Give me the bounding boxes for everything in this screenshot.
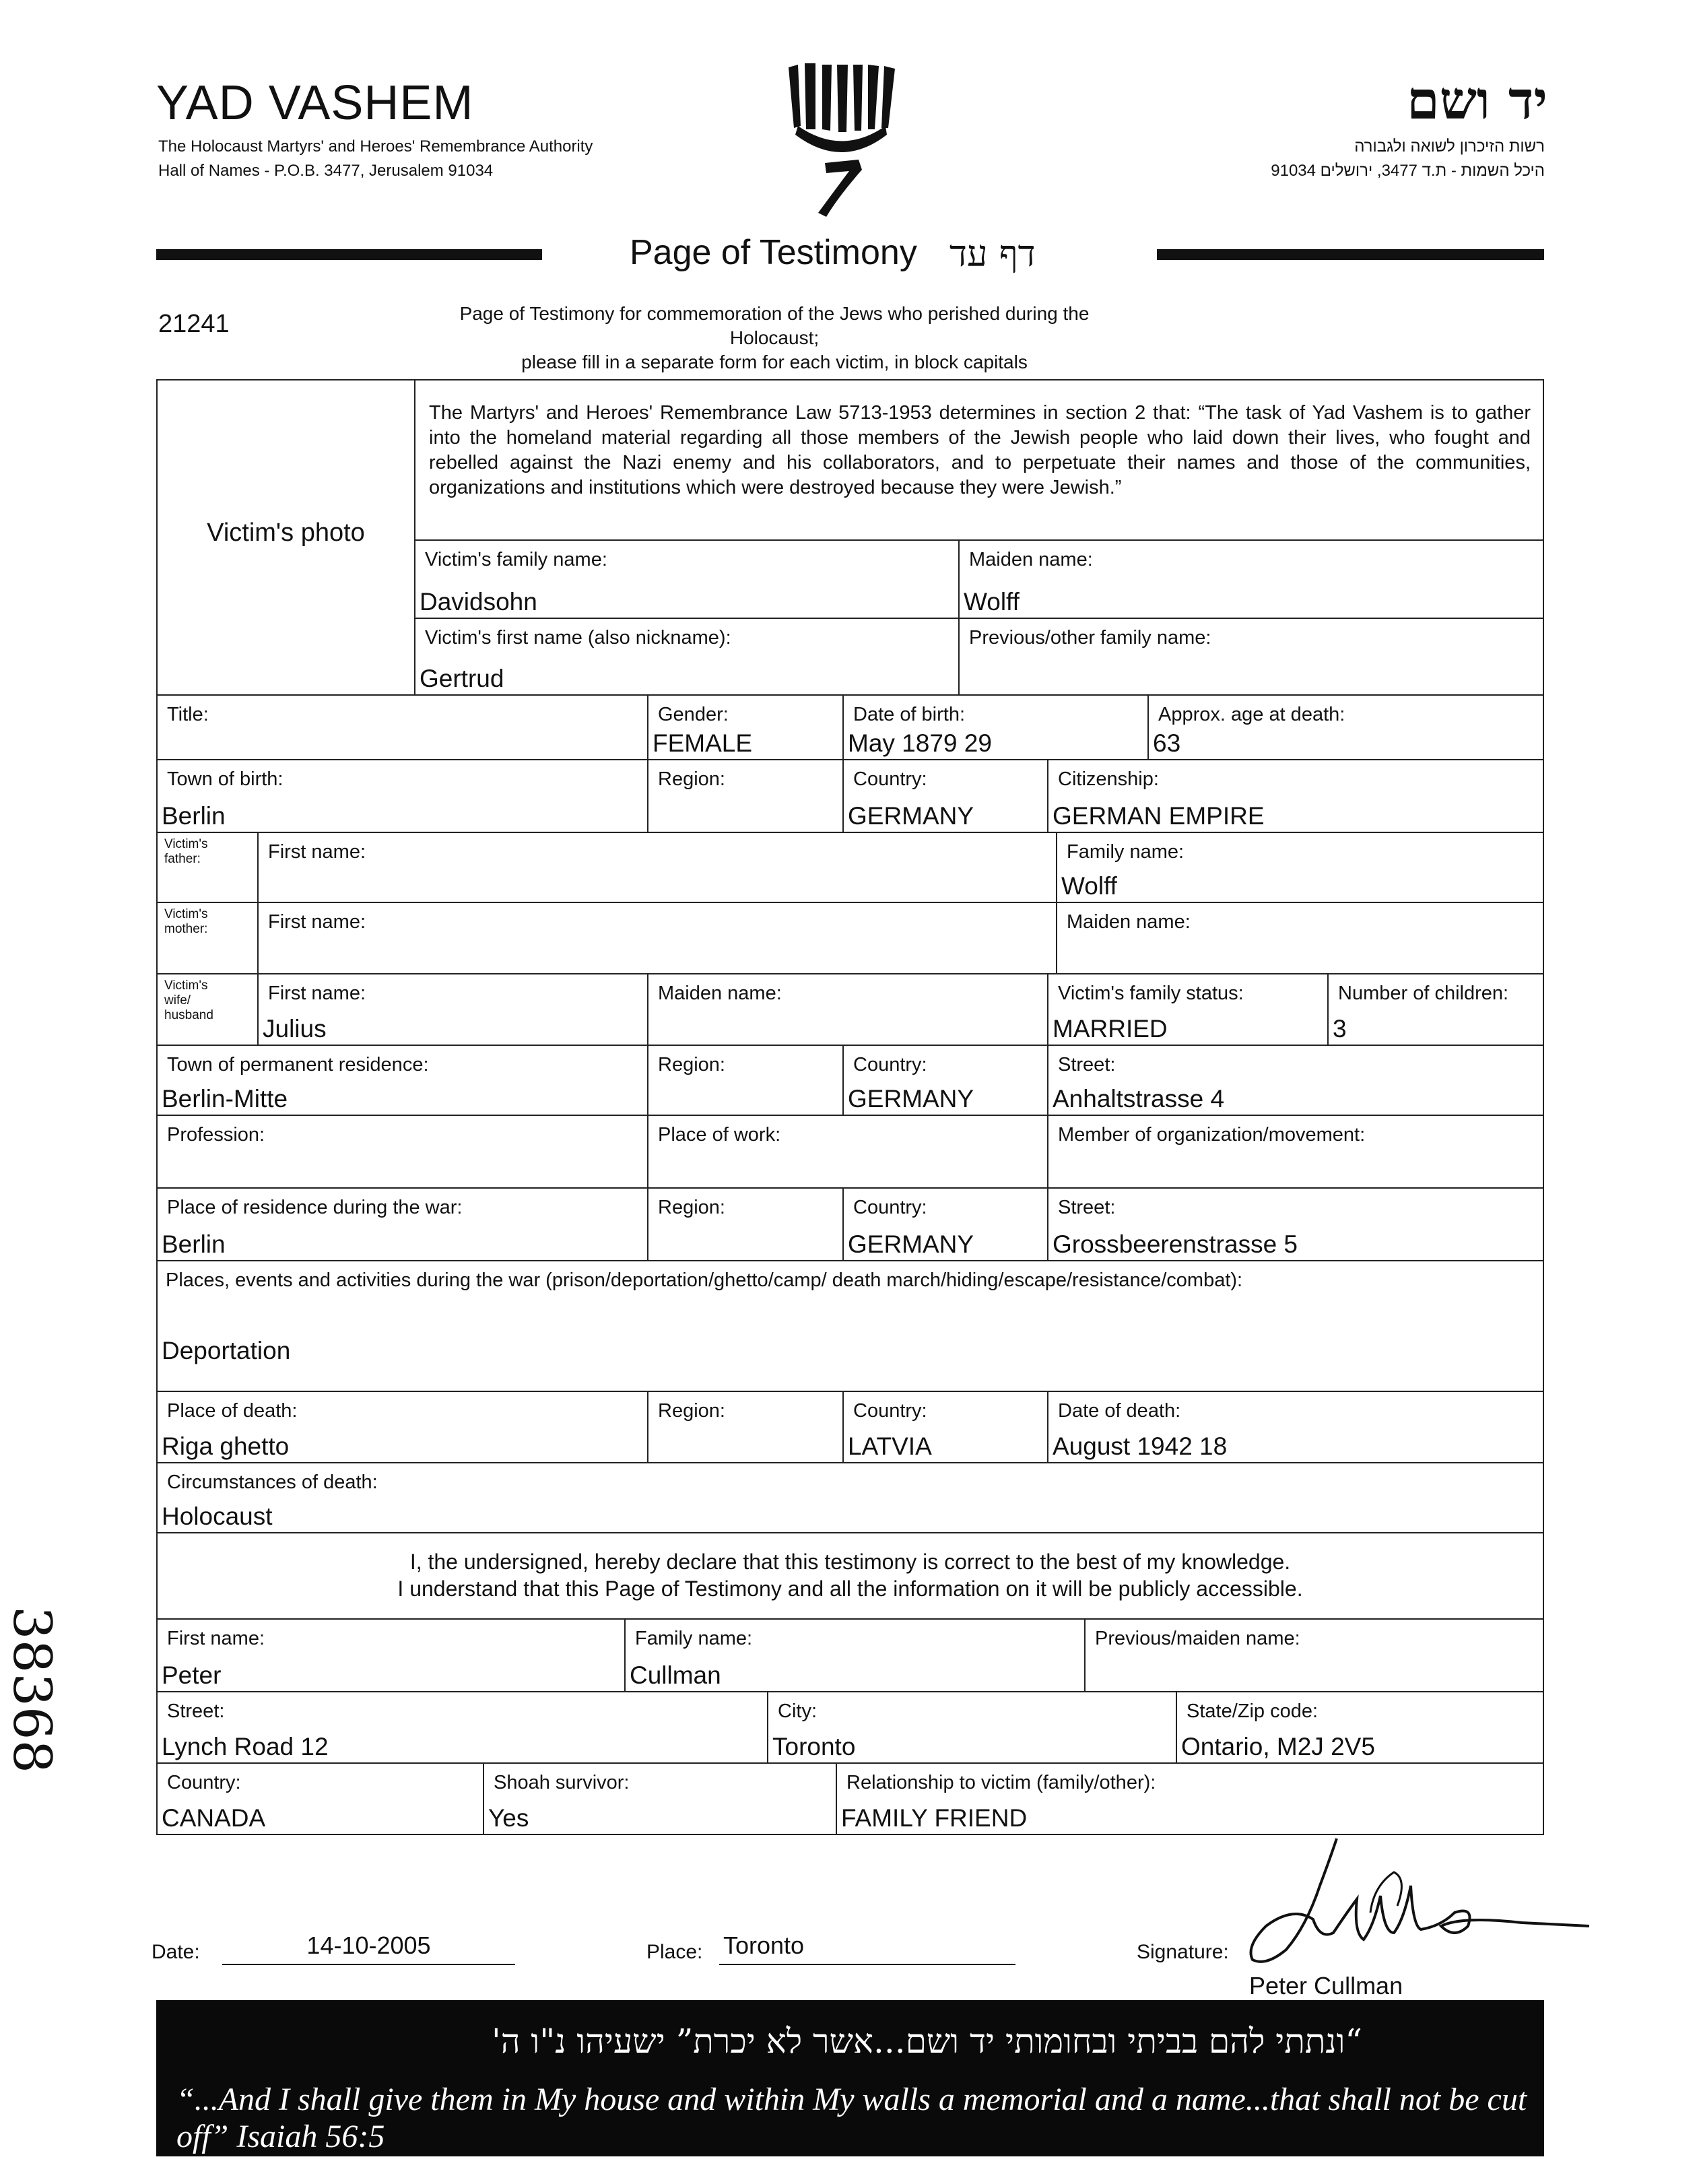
submitter-street-field[interactable] bbox=[156, 1691, 768, 1764]
citizenship-label: Citizenship: bbox=[1058, 768, 1159, 790]
victim-family-name-field[interactable] bbox=[414, 539, 960, 619]
org-name-english: YAD VASHEM bbox=[156, 76, 474, 130]
residence-street-label: Street: bbox=[1058, 1054, 1116, 1076]
children-label: Number of children: bbox=[1338, 983, 1509, 1004]
relationship-label: Relationship to victim (family/other): bbox=[846, 1772, 1156, 1793]
war-residence-field[interactable] bbox=[156, 1187, 648, 1261]
submitter-street-value: Lynch Road 12 bbox=[162, 1733, 329, 1760]
victim-first-name-value: Gertrud bbox=[420, 665, 504, 692]
age-at-death-label: Approx. age at death: bbox=[1158, 704, 1345, 725]
death-country-field[interactable] bbox=[842, 1391, 1048, 1463]
submitter-city-label: City: bbox=[778, 1700, 817, 1722]
mother-maiden-name-label: Maiden name: bbox=[1067, 911, 1191, 933]
father-family-name-value: Wolff bbox=[1061, 872, 1117, 900]
submitter-family-name-label: Family name: bbox=[635, 1628, 753, 1649]
shoah-survivor-value: Yes bbox=[488, 1804, 529, 1832]
date-of-birth-value: May 1879 29 bbox=[848, 729, 992, 757]
profession-field[interactable] bbox=[156, 1115, 648, 1189]
declaration-line-2: I understand that this Page of Testimony and all the information on it will be publicly accessible. bbox=[397, 1577, 1303, 1601]
place-of-death-field[interactable] bbox=[156, 1391, 648, 1463]
submitter-maiden-name-label: Previous/maiden name: bbox=[1095, 1628, 1300, 1649]
spouse-label-box bbox=[156, 973, 259, 1046]
death-country-value: LATVIA bbox=[848, 1432, 932, 1460]
citizenship-field[interactable] bbox=[1047, 759, 1544, 833]
signature-label: Signature: bbox=[1137, 1941, 1229, 1963]
father-label-box bbox=[156, 832, 259, 903]
footer-quote-bar bbox=[156, 2000, 1544, 2156]
victim-first-name-field[interactable] bbox=[414, 618, 960, 696]
spouse-label: Victim's wife/ husband bbox=[164, 979, 213, 1022]
family-status-field[interactable] bbox=[1047, 973, 1329, 1046]
declaration-line-1: I, the undersigned, hereby declare that this testimony is correct to the best of my knowledge. bbox=[409, 1550, 1291, 1574]
age-at-death-value: 63 bbox=[1153, 729, 1181, 757]
relationship-field[interactable] bbox=[836, 1762, 1544, 1835]
date-label: Date: bbox=[152, 1941, 200, 1963]
instructions bbox=[431, 302, 1118, 374]
war-region-label: Region: bbox=[658, 1197, 725, 1218]
residence-country-value: GERMANY bbox=[848, 1085, 974, 1113]
mother-maiden-name-field[interactable] bbox=[1056, 902, 1544, 974]
father-label: Victim's father: bbox=[164, 837, 208, 866]
gender-value: FEMALE bbox=[653, 729, 753, 757]
date-of-birth-field[interactable] bbox=[842, 694, 1149, 760]
victim-first-name-label: Victim's first name (also nickname): bbox=[425, 627, 731, 649]
circumstances-field[interactable] bbox=[156, 1462, 1544, 1533]
war-region-field[interactable] bbox=[647, 1187, 844, 1261]
shoah-survivor-label: Shoah survivor: bbox=[494, 1772, 630, 1793]
gender-label: Gender: bbox=[658, 704, 729, 725]
town-of-birth-field[interactable] bbox=[156, 759, 648, 833]
submitter-family-name-field[interactable] bbox=[624, 1618, 1086, 1692]
birth-country-value: GERMANY bbox=[848, 802, 974, 830]
war-residence-value: Berlin bbox=[162, 1230, 226, 1258]
date-of-birth-label: Date of birth: bbox=[853, 704, 966, 725]
instructions-line-1: Page of Testimony for commemoration of the Jews who perished during the Holocaust; bbox=[459, 303, 1090, 348]
submitter-state-field[interactable] bbox=[1176, 1691, 1544, 1764]
page-title: Page of Testimony bbox=[630, 233, 917, 272]
submitter-family-name-value: Cullman bbox=[630, 1661, 721, 1689]
spouse-maiden-name-field[interactable] bbox=[647, 973, 1048, 1046]
org-address-hebrew: היכל השמות - ת.ד 3477, ירושלים 91034 bbox=[1271, 162, 1545, 180]
place-value: Toronto bbox=[723, 1931, 805, 1959]
circumstances-value: Holocaust bbox=[162, 1502, 273, 1530]
residence-region-field[interactable] bbox=[647, 1045, 844, 1116]
mother-first-name-label: First name: bbox=[268, 911, 366, 933]
mother-first-name-field[interactable] bbox=[257, 902, 1057, 974]
mother-label-box bbox=[156, 902, 259, 974]
father-first-name-field[interactable] bbox=[257, 832, 1057, 903]
residence-region-label: Region: bbox=[658, 1054, 725, 1076]
spouse-first-name-label: First name: bbox=[268, 983, 366, 1004]
date-of-death-field[interactable] bbox=[1047, 1391, 1544, 1463]
war-street-field[interactable] bbox=[1047, 1187, 1544, 1261]
profession-label: Profession: bbox=[167, 1124, 265, 1146]
residence-street-value: Anhaltstrasse 4 bbox=[1053, 1085, 1225, 1113]
document-number: 21241 bbox=[158, 310, 230, 338]
circumstances-label: Circumstances of death: bbox=[167, 1471, 378, 1493]
gender-field[interactable] bbox=[647, 694, 844, 760]
title-field[interactable] bbox=[156, 694, 648, 760]
instructions-line-2: please fill in a separate form for each victim, in block capitals bbox=[521, 352, 1028, 372]
family-status-value: MARRIED bbox=[1053, 1015, 1168, 1043]
submitter-country-label: Country: bbox=[167, 1772, 241, 1793]
war-residence-label: Place of residence during the war: bbox=[167, 1197, 463, 1218]
law-text: The Martyrs' and Heroes' Remembrance Law 5713-1953 determines in section 2 that: “The task of Yad Vashem is to gather into the homeland material regarding all those members of the Jewish people who laid down their lives, who fought and rebelled against the Nazi enemy and his collaborators, and to perpetuate their names and those of the communities, organizations and institutions which were destroyed because they were Jewish.” bbox=[429, 402, 1531, 498]
residence-label: Town of permanent residence: bbox=[167, 1054, 429, 1076]
birth-region-label: Region: bbox=[658, 768, 725, 790]
residence-country-label: Country: bbox=[853, 1054, 927, 1076]
org-address: Hall of Names - P.O.B. 3477, Jerusalem 91034 bbox=[158, 162, 494, 180]
submitter-city-field[interactable] bbox=[767, 1691, 1177, 1764]
war-events-label: Places, events and activities during the war (prison/deportation/ghetto/camp/ death march/hiding/escape/resistance/combat): bbox=[166, 1269, 1243, 1291]
spouse-first-name-field[interactable] bbox=[257, 973, 648, 1046]
org-name-hebrew: יד ושם bbox=[1407, 70, 1547, 131]
residence-street-field[interactable] bbox=[1047, 1045, 1544, 1116]
war-country-value: GERMANY bbox=[848, 1230, 974, 1258]
date-field[interactable] bbox=[222, 1931, 515, 1965]
father-family-name-label: Family name: bbox=[1067, 841, 1185, 863]
father-family-name-field[interactable] bbox=[1056, 832, 1544, 903]
war-country-label: Country: bbox=[853, 1197, 927, 1218]
birth-country-field[interactable] bbox=[842, 759, 1048, 833]
previous-family-name-field[interactable] bbox=[958, 618, 1544, 696]
org-authority: The Holocaust Martyrs' and Heroes' Remembrance Authority bbox=[158, 137, 593, 156]
war-street-label: Street: bbox=[1058, 1197, 1116, 1218]
handwritten-signature-icon bbox=[1239, 1832, 1643, 1980]
maiden-name-label: Maiden name: bbox=[969, 549, 1093, 570]
submitter-country-value: CANADA bbox=[162, 1804, 266, 1832]
citizenship-value: GERMAN EMPIRE bbox=[1053, 802, 1265, 830]
membership-field[interactable] bbox=[1047, 1115, 1544, 1189]
submitter-state-value: Ontario, M2J 2V5 bbox=[1181, 1733, 1375, 1760]
footer-quote-hebrew: “ונתתי להם בביתי ובחומותי יד ושם...אשר לא יכרת” ישעיהו נ"ו ה' bbox=[492, 2022, 1362, 2061]
date-value: 14-10-2005 bbox=[306, 1931, 431, 1959]
footer-quote-english: “...And I shall give them in My house and within My walls a memorial and a name...that shall not be cut off” Isaiah 56:5 bbox=[176, 2082, 1527, 2154]
death-region-label: Region: bbox=[658, 1400, 725, 1422]
residence-field[interactable] bbox=[156, 1045, 648, 1116]
org-subtitle-english bbox=[158, 135, 593, 183]
place-of-death-label: Place of death: bbox=[167, 1400, 298, 1422]
place-of-work-field[interactable] bbox=[647, 1115, 1048, 1189]
header-rule-left bbox=[156, 249, 542, 260]
family-status-label: Victim's family status: bbox=[1058, 983, 1244, 1004]
org-authority-hebrew: רשות הזיכרון לשואה ולגבורה bbox=[1354, 137, 1545, 156]
submitter-first-name-label: First name: bbox=[167, 1628, 265, 1649]
maiden-name-value: Wolff bbox=[964, 588, 1020, 616]
org-subtitle-hebrew bbox=[1271, 135, 1545, 183]
residence-country-field[interactable] bbox=[842, 1045, 1048, 1116]
death-region-field[interactable] bbox=[647, 1391, 844, 1463]
submitter-street-label: Street: bbox=[167, 1700, 225, 1722]
victim-family-name-label: Victim's family name: bbox=[425, 549, 607, 570]
place-label: Place: bbox=[646, 1941, 703, 1963]
children-field[interactable] bbox=[1327, 973, 1544, 1046]
war-events-field[interactable] bbox=[156, 1260, 1544, 1392]
menorah-logo-icon bbox=[785, 62, 899, 224]
place-of-death-value: Riga ghetto bbox=[162, 1432, 290, 1460]
father-first-name-label: First name: bbox=[268, 841, 366, 863]
birth-country-label: Country: bbox=[853, 768, 927, 790]
town-of-birth-value: Berlin bbox=[162, 802, 226, 830]
date-of-death-value: August 1942 18 bbox=[1053, 1432, 1228, 1460]
place-of-work-label: Place of work: bbox=[658, 1124, 781, 1146]
shoah-survivor-field[interactable] bbox=[483, 1762, 837, 1835]
war-street-value: Grossbeerenstrasse 5 bbox=[1053, 1230, 1298, 1258]
residence-value: Berlin-Mitte bbox=[162, 1085, 288, 1113]
signature-printed-name: Peter Cullman bbox=[1249, 1972, 1403, 1999]
submitter-country-field[interactable] bbox=[156, 1762, 484, 1835]
spouse-first-name-value: Julius bbox=[263, 1015, 327, 1043]
testimony-form bbox=[156, 379, 1544, 1861]
mother-label: Victim's mother: bbox=[164, 907, 208, 936]
date-of-death-label: Date of death: bbox=[1058, 1400, 1181, 1422]
submitter-maiden-name-field[interactable] bbox=[1084, 1618, 1544, 1692]
submitter-first-name-value: Peter bbox=[162, 1661, 222, 1689]
death-country-label: Country: bbox=[853, 1400, 927, 1422]
submitter-city-value: Toronto bbox=[772, 1733, 856, 1760]
victim-family-name-value: Davidsohn bbox=[420, 588, 537, 616]
children-value: 3 bbox=[1333, 1015, 1347, 1043]
war-country-field[interactable] bbox=[842, 1187, 1048, 1261]
submitter-state-label: State/Zip code: bbox=[1187, 1700, 1319, 1722]
page-title-hebrew: דף עד bbox=[949, 232, 1036, 275]
title-label: Title: bbox=[167, 704, 209, 725]
place-field[interactable] bbox=[719, 1931, 1015, 1965]
relationship-value: FAMILY FRIEND bbox=[841, 1804, 1028, 1832]
age-at-death-field[interactable] bbox=[1147, 694, 1544, 760]
birth-region-field[interactable] bbox=[647, 759, 844, 833]
maiden-name-field[interactable] bbox=[958, 539, 1544, 619]
law-text-box bbox=[414, 379, 1544, 541]
previous-family-name-label: Previous/other family name: bbox=[969, 627, 1211, 649]
header-rule-right bbox=[1157, 249, 1544, 260]
spouse-maiden-name-label: Maiden name: bbox=[658, 983, 782, 1004]
victim-photo-box bbox=[156, 379, 415, 696]
handwritten-side-number: 38368 bbox=[1, 1606, 62, 1774]
submitter-first-name-field[interactable] bbox=[156, 1618, 626, 1692]
membership-label: Member of organization/movement: bbox=[1058, 1124, 1366, 1146]
victim-photo-label: Victim's photo bbox=[207, 519, 365, 547]
war-events-value: Deportation bbox=[162, 1337, 291, 1364]
declaration-box bbox=[156, 1532, 1544, 1620]
town-of-birth-label: Town of birth: bbox=[167, 768, 284, 790]
